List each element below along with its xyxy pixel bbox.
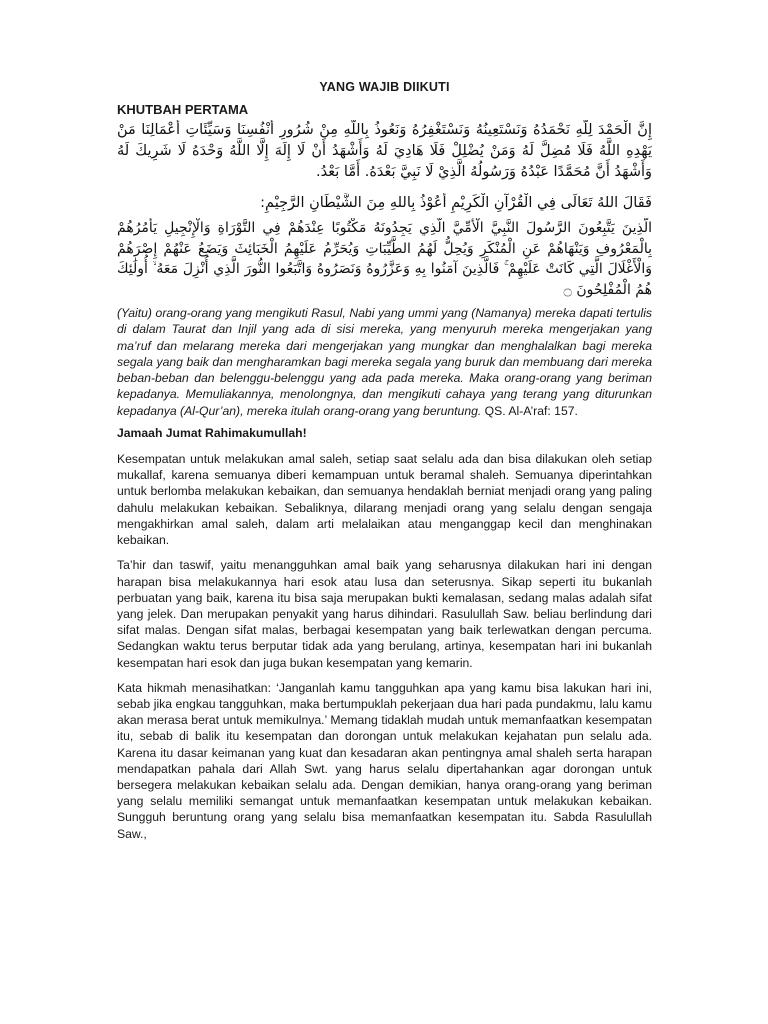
verse-reference: QS. Al-A’raf: 157.: [481, 403, 578, 418]
translation-text: (Yaitu) orang-orang yang mengikuti Rasul, Nabi yang ummi yang (Namanya) mereka dapati tertulis di dalam Taurat dan Injil yang ada di sisi mereka, yang menyuruh mereka mengerjakan yang ma’ruf dan melarang mereka dari mengerjakan yang mungkar dan menghalalkan bagi mereka segala yang baik dan mengharamkan bagi mereka segala yang buruk dan membuang dari mereka beban-beban dan belenggu-belenggu yang ada pada mereka. Maka orang-orang yang beriman kepadanya. Memuliakannya, menolongnya, dan mengikuti cahaya yang terang yang diturunkan kepadanya (Al-Qur’an), mereka itulah orang-orang yang beruntung.: [117, 306, 652, 418]
body-paragraph-3: Kata hikmah menasihatkan: ‘Janganlah kamu tangguhkan apa yang kamu bisa lakukan hari ini, sebab jika engkau tangguhkan, maka bertumpuklah pekerjaan dua hari pada pundakmu, lalu kamu akan merasa berat untuk memikulnya.’ Memang tidaklah mudah untuk memanfaatkan kesempatan itu, sebab di balik itu kesempatan dan dorongan untuk melakukan kejahatan pun selalu ada. Karena itu dasar keimanan yang kuat dan kesadaran akan pentingnya amal shaleh serta harapan mendapatkan pahala dari Allah Swt. yang harus selalu dipertahankan agar dorongan untuk bersegera melakukan kebaikan selalu ada. Dengan demikian, hanya orang-orang yang beriman yang selalu memiliki semangat untuk memanfaatkan kesempatan untuk melakukan kebaikan. Sungguh beruntung orang yang selalu bisa memanfaatkan kesempatan itu. Sabda Rasulullah Saw.,: [117, 680, 652, 841]
arabic-verse-text: الَّذِينَ يَتَّبِعُونَ الرَّسُولَ النَّبِيَّ الْأُمِّيَّ الَّذِي يَجِدُونَهُ مَكْتُوبًا عِنْدَهُمْ فِي التَّوْرَاةِ وَالْإِنْجِيلِ يَأْمُرُهُمْ بِالْمَعْرُوفِ وَيَنْهَاهُمْ عَنِ الْمُنْكَرِ وَيُحِلُّ لَهُمُ الطَّيِّبَاتِ وَيُحَرِّمُ عَلَيْهِمُ الْخَبَائِثَ وَيَضَعُ عَنْهُمْ إِصْرَهُمْ وَالْأَغْلَالَ الَّتِي كَانَتْ عَلَيْهِمْ ۚ فَالَّذِينَ آمَنُوا بِهِ وَعَزَّرُوهُ وَنَصَرُوهُ وَاتَّبَعُوا النُّورَ الَّذِي أُنْزِلَ مَعَهُ ۙ أُولَٰئِكَ هُمُ الْمُفْلِحُونَ ۝: [117, 220, 652, 298]
arabic-intro-text: فَقَالَ اللهُ تَعَالَى فِي الْقُرْآنِ الْكَرِيْمِ أَعُوْذُ بِاللهِ مِنَ الشَّيْطَانِ الرَّجِيْمِ:: [260, 195, 652, 211]
document-page: [117, 80, 652, 851]
document-title: YANG WAJIB DIIKUTI: [319, 80, 450, 94]
arabic-opening-text: إِنَّ الْحَمْدَ لِلَّهِ نَحْمَدُهُ وَنَسْتَعِينُهُ وَنَسْتَغْفِرُهُ وَنَعُوذُ بِاللَّهِ مِنْ شُرُورِ أَنْفُسِنَا وَسَيِّئَاتِ أَعْمَالِنَا مَنْ يَهْدِهِ اللَّهُ فَلَا مُضِلَّ لَهُ وَمَنْ يُضْلِلْ فَلَا هَادِيَ لَهُ وَأَشْهَدُ أَنْ لَا إِلَهَ إِلَّا اللَّهُ وَحْدَهُ لَا شَرِيكَ لَهُ وَأَشْهَدُ أَنَّ مُحَمَّدًا عَبْدُهُ وَرَسُولُهُ الَّذِيْ لَا نَبِيَّ بَعْدَهُ. أَمَّا بَعْدُ.: [117, 122, 652, 180]
body-paragraph-2: Ta’hir dan taswif, yaitu menangguhkan amal baik yang seharusnya dilakukan hari ini dengan harapan bisa melakukannya hari esok atau lusa dan seterusnya. Sikap seperti itu bukanlah perbuatan yang baik, karena itu bisa saja merupakan bukti kemalasan, sedang malas adalah sifat yang jelek. Dan merupakan penyakit yang harus dihindari. Rasulullah Saw. beliau berlindung dari sifat malas. Dengan sifat malas, berbagai kesempatan yang baik terlewatkan dengan percuma. Sedangkan waktu terus berputar tidak ada yang berulang, artinya, kesempatan hari ini bukanlah kesempatan hari esok dan juga bukan kesempatan yang kemarin.: [117, 558, 652, 670]
greeting-heading: Jamaah Jumat Rahimakumullah!: [117, 426, 307, 441]
verse-translation: [117, 305, 652, 419]
body-paragraph-1: Kesempatan untuk melakukan amal saleh, setiap saat selalu ada dan bisa dilakukan oleh setiap mukallaf, karena semuanya diberi kemampuan untuk beramal shaleh. Semuanya diperintahkan untuk berlomba melakukan kebaikan, dan semuanya hendaklah berniat menjadi orang yang paling dahulu melakukan kebaikan. Sebaliknya, dilarang menjadi orang yang selalu dengan sengaja mengakhirkan amal saleh, dalam arti melalaikan atau menganggap kecil dan menghinakan kebaikan.: [117, 452, 652, 548]
section-heading: KHUTBAH PERTAMA: [117, 102, 249, 117]
